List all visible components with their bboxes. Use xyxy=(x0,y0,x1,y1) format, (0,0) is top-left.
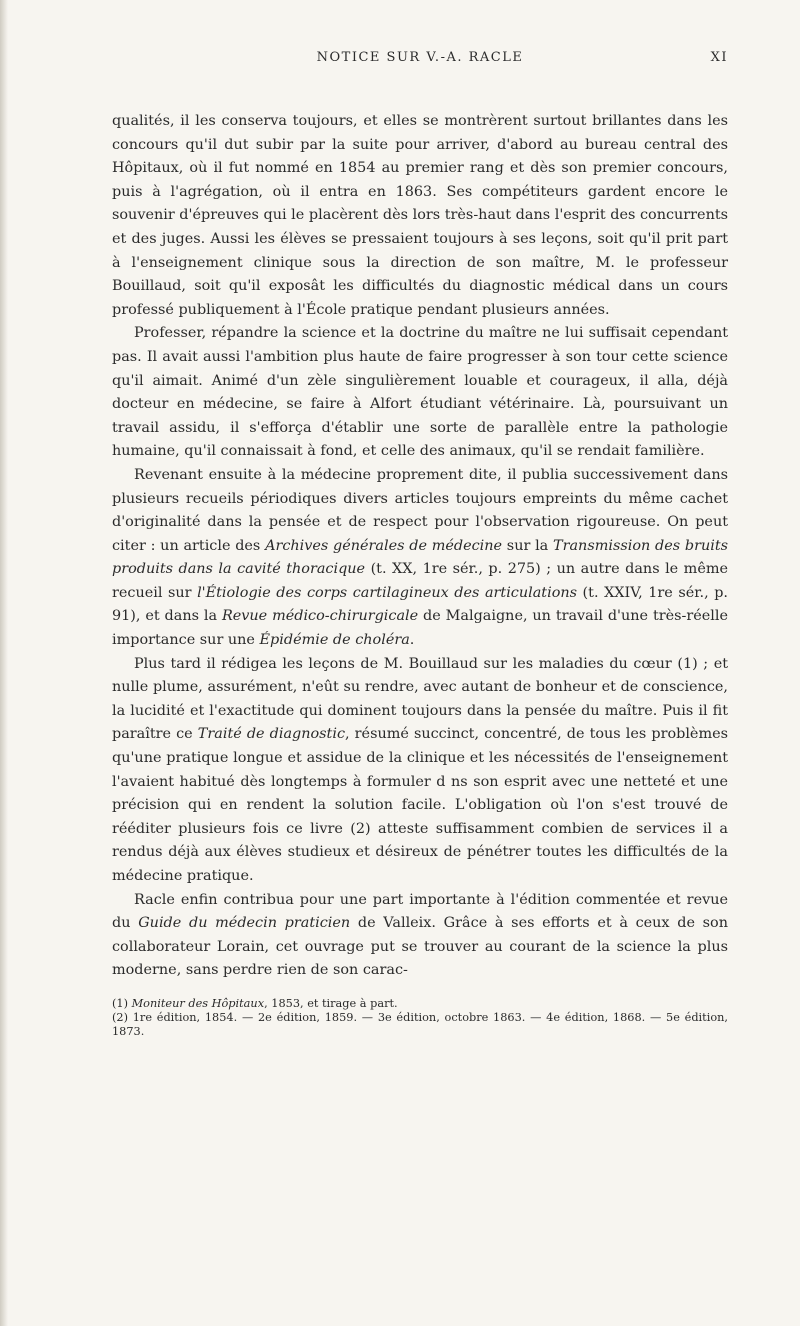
text-run: Revenant ensuite à la médecine proprement dite, il publia successivement dans plusieurs recueils périodiques divers articles toujours empreints du même cachet d'originalité dans la pensée et de respect pour l'observation rigoureuse. On peut citer : un article des xyxy=(112,466,728,554)
running-title: NOTICE SUR V.-A. RACLE xyxy=(316,50,524,65)
paragraph-1 xyxy=(112,110,728,322)
text-run: . xyxy=(409,632,415,649)
work-title: Transmission des bruits produits dans la cavité thoracique xyxy=(112,537,728,578)
work-title: Archives générales de médecine xyxy=(265,537,503,554)
paragraph-3 xyxy=(112,464,728,653)
body-text xyxy=(112,110,728,983)
text-run: , 1853, et tirage à part. xyxy=(264,996,398,1010)
footnotes xyxy=(112,997,728,1039)
paragraph-4 xyxy=(112,653,728,889)
page-edge xyxy=(0,0,8,1326)
text-run: (t. XX, 1re sér., p. 275) ; un autre dans le même recueil sur xyxy=(112,561,728,601)
footnote-2 xyxy=(112,1011,728,1039)
work-title: l'Étiologie des corps cartilagineux des articulations xyxy=(197,584,578,601)
text-run: qualités, il les conserva toujours, et elles se montrèrent surtout brillantes dans les concours qu'il dut subir par la suite pour arriver, d'abord au bureau central des Hôpitaux, où il fut nommé en 1854 au premier rang et dès son premier concours, puis à l'agrégation, où il entra en 1863. Ses compétiteurs gardent encore le souvenir d'épreuves qui le placèrent dès lors très-haut dans l'esprit des concurrents et des juges. Aussi les élèves se pressaient toujours à ses leçons, soit qu'il prit part à l'enseignement clinique sous la direction de son maître, M. le professeur Bouillaud, soit qu'il exposât les difficultés du diagnostic médical dans un cours professé publiquement à l'École pratique pendant plusieurs années. xyxy=(112,113,728,318)
text-run: Racle enfin contribua pour une part importante à l'édition commentée et revue du xyxy=(112,891,728,932)
work-title: Moniteur des Hôpitaux xyxy=(131,996,265,1010)
text-run: Professer, répandre la science et la doctrine du maître ne lui suffisait cependant pas. Il avait aussi l'ambition plus haute de faire progresser à son tour cette science qu'il aimait. Animé d'un zèle singulièrement louable et courageux, il alla, déjà docteur en médecine, se faire à Alfort étudiant vétérinaire. Là, poursuivant un travail assidu, il s'efforça d'établir une sorte de parallèle entre la pathologie humaine, qu'il connaissait à fond, et celle des animaux, qu'il se rendait familière. xyxy=(112,325,728,460)
text-run: (t. XXIV, 1re sér., p. 91), et dans la xyxy=(112,584,728,625)
running-head xyxy=(112,50,728,65)
text-run: de Valleix. Grâce à ses efforts et à ceux de son collaborateur Lorain, cet ouvrage put se trouver au courant de la science la plus moderne, sans perdre rien de son carac- xyxy=(112,915,728,979)
footnote-1 xyxy=(112,997,728,1011)
page-number: XI xyxy=(710,50,728,65)
paragraph-5 xyxy=(112,889,728,983)
paragraph-2 xyxy=(112,322,728,464)
text-run: sur la xyxy=(502,537,553,554)
work-title: Guide du médecin praticien xyxy=(138,915,351,932)
text-run: (2) 1re édition, 1854. — 2e édition, 1859. — 3e édition, octobre 1863. — 4e édition, 1868. — 5e édition, 1873. xyxy=(112,1010,728,1038)
work-title: Épidémie de choléra xyxy=(259,632,410,649)
work-title: Revue médico-chirurgicale xyxy=(221,608,419,625)
footnote-mark: (1) xyxy=(112,996,132,1010)
text-run: de Malgaigne, un travail d'une très-réelle importance sur une xyxy=(112,608,728,649)
text-run: Plus tard il rédigea les leçons de M. Bouillaud sur les maladies du cœur (1) ; et nulle plume, assurément, n'eût su rendre, avec autant de bonheur et de conscience, la lucidité et l'exactitude qui dominent toujours dans la pensée du maître. Puis il fit paraître ce xyxy=(112,655,728,743)
text-run: , résumé succinct, concentré, de tous les problèmes qu'une pratique longue et assidue de la clinique et les nécessités de l'enseignement l'avaient habitué dès longtemps à formuler d ns son esprit avec une netteté et une précision qui en rendent la solution facile. L'obligation où l'on s'est trouvé de rééditer plusieurs fois ce livre (2) atteste suffisamment combien de services il a rendus déjà aux élèves studieux et désireux de pénétrer toutes les difficultés de la médecine pratique. xyxy=(112,726,728,884)
work-title: Traité de diagnostic xyxy=(197,726,346,743)
